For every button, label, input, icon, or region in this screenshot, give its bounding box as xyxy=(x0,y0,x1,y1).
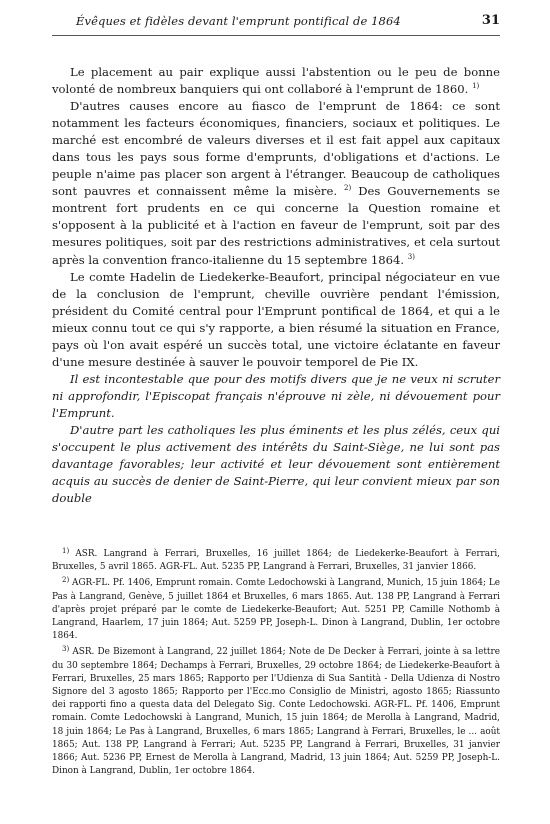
footnote xyxy=(52,545,500,574)
running-head xyxy=(52,14,500,34)
running-title: Évêques et fidèles devant l'emprunt pontifical de 1864 xyxy=(76,14,401,28)
quoted-paragraph xyxy=(52,422,500,507)
footnote-number: 3) xyxy=(62,645,70,654)
footnote-number: 2) xyxy=(62,576,70,585)
paragraph-text: Le comte Hadelin de Liedekerke-Beaufort, principal négociateur en vue de la conclusion de l'emprunt, cheville ouvrière pendant l'émission, président du Comité central pour l'Emprunt pontifical de 1864, et qui a le mieux connu tout ce qui s'y rapporte, a bien résumé la situation en France, pays où l'on avait espéré un succès total, une victoire éclatante en faveur d'une mesure destinée à sauver le pouvoir temporel de Pie IX. xyxy=(52,269,500,369)
footnote-number: 1) xyxy=(62,547,70,555)
footnote-text: AGR-FL. Pf. 1406, Emprunt romain. Comte Ledochowski à Langrand, Munich, 15 juin 1864; Le Pas à Langrand, Genève, 5 juillet 1864 et Bruxelles, 6 mars 1865. Aut. 138 PP, Langrand à Ferrari d'après projet préparé par le comte de Liedekerke-Beaufort; Aut. 5251 PP, Camille Nothomb à Langrand, Haarlem, 17 juin 1864; Aut. 5259 PP, Joseph-L. Dinon à Langrand, Dublin, 1er octobre 1864. xyxy=(52,578,501,642)
footnote-ref: 2) xyxy=(344,184,352,193)
paragraph-text: Le placement au pair explique aussi l'abstention ou le peu de bonne volonté de nombreux banquiers qui ont collaboré à l'emprunt de 1860. xyxy=(52,65,500,97)
footnote-text: ASR. Langrand à Ferrari, Bruxelles, 16 juillet 1864; de Liedekerke-Beaufort à Ferrari, Bruxelles, 5 avril 1865. AGR-FL. Aut. 5235 PP, Langrand à Ferrari, Bruxelles, 31 janvier 1866. xyxy=(52,549,500,573)
paragraph-text: D'autre part les catholiques les plus éminents et les plus zélés, ceux qui s'occupent le plus activement des intérêts du Saint-Siège, ne lui sont pas davantage favorables; leur activité et leur dévouement sont entièrement acquis au succès de denier de Saint-Pierre, qui leur convient mieux par son double xyxy=(52,422,500,506)
paragraph xyxy=(52,269,500,371)
footnote xyxy=(52,643,500,778)
page-number: 31 xyxy=(481,13,500,28)
footnote-ref: 3) xyxy=(407,252,415,261)
body-text xyxy=(52,64,500,507)
paragraph-text: Il est incontestable que pour des motifs divers que je ne veux ni scruter ni approfondir, l'Episcopat français n'éprouve ni zèle, ni dévouement pour l'Emprunt. xyxy=(52,371,500,420)
paragraph xyxy=(52,98,500,268)
footnote xyxy=(52,574,500,643)
footnote-text: ASR. De Bizemont à Langrand, 22 juillet 1864; Note de De Decker à Ferrari, jointe à sa lettre du 30 septembre 1864; Dechamps à Ferrari, Bruxelles, 29 octobre 1864; de Liedekerke-Beaufort à Ferrari, Bruxelles, 25 mars 1865; Rapporto per l'Udienza di Sua Santità - Della Udienza di Nostro Signore del 3 agosto 1865; Rapporto per l'Ecc.mo Consiglio de Ministri, agosto 1865; Riassunto dei rapporti fino a questa data del Delegato Sig. Conte Ledochowski. AGR-FL. Pf. 1406, Emprunt romain. Comte Ledochowski à Langrand, Munich, 15 juin 1864; de Merolla à Langrand, Madrid, 18 juin 1864; Le Pas à Langrand, Bruxelles, 6 mars 1865; Langrand à Ferrari, Bruxelles, le ... août 1865; Aut. 138 PP, Langrand à Ferrari; Aut. 5235 PP, Langrand à Ferrari, Bruxelles, 31 janvier 1866; Aut. 5236 PP, Ernest de Merolla à Langrand, Madrid, 13 juin 1864; Aut. 5259 PP, Joseph-L. Dinon à Langrand, Dublin, 1er octobre 1864. xyxy=(52,647,500,777)
paragraph xyxy=(52,64,500,98)
footnote-ref: 1) xyxy=(472,82,480,91)
footnotes xyxy=(52,545,500,778)
paragraph-text: Des Gouvernements se montrent fort prudents en ce qui concerne la Question romaine et s'opposent à la publicité et à l'action en faveur de l'emprunt, soit par des mesures politiques, soit par des restrictions administratives, et cela surtout après la convention franco-italienne du 15 septembre 1864. xyxy=(52,184,500,267)
paragraph-text: D'autres causes encore au fiasco de l'emprunt de 1864: ce sont notamment les facteurs économiques, financiers, sociaux et politiques. Le marché est encombré de valeurs diverses et il est fait appel aux capitaux dans tous les pays sous forme d'emprunts, d'obligations et d'actions. Le peuple n'aime pas placer son argent à l'étranger. Beaucoup de catholiques sont pauvres et connaissent même la misère. xyxy=(52,99,500,199)
header-rule xyxy=(52,35,500,36)
quoted-paragraph xyxy=(52,371,500,422)
